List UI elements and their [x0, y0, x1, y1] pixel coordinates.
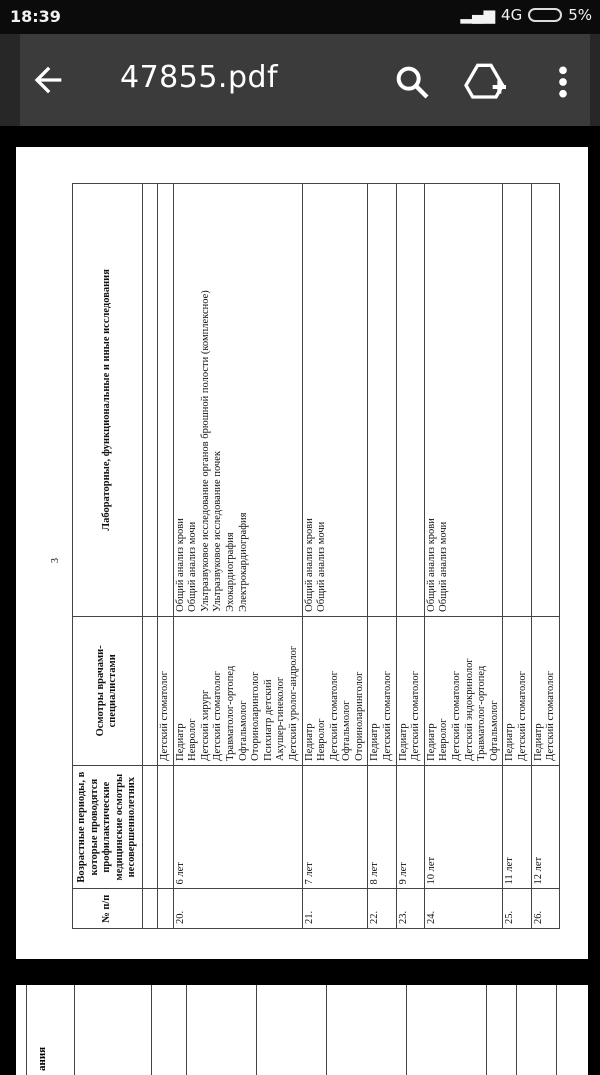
- table-row: [173, 184, 302, 929]
- next-page-rule: [256, 985, 257, 1075]
- lab-item: Общий анализ крови: [425, 518, 437, 612]
- exam-item: Детский стоматолог: [517, 671, 528, 761]
- document-title: 47855.pdf: [120, 60, 279, 95]
- row-labs: [424, 184, 503, 617]
- drive-add-icon[interactable]: [464, 62, 508, 102]
- row-labs: [368, 184, 396, 617]
- exam-item: Детский стоматолог: [545, 671, 557, 761]
- exam-item: Психиатр детский: [262, 679, 274, 761]
- lab-item: Общий анализ мочи: [187, 521, 199, 612]
- next-page-rule: [516, 985, 517, 1075]
- row-num: 24.: [424, 889, 503, 929]
- battery-label: 5%: [568, 6, 592, 24]
- exam-item: Педиатр: [369, 723, 381, 761]
- page-number: 3: [50, 558, 61, 563]
- network-label: 4G: [501, 6, 523, 24]
- row-period: 11 лет: [503, 765, 531, 889]
- next-page-rule: [74, 985, 75, 1075]
- row-period: 9 лет: [396, 765, 424, 889]
- row-exams: [173, 616, 302, 765]
- exam-item: Педиатр: [397, 723, 409, 761]
- exam-item: Детский стоматолог: [451, 671, 463, 761]
- row-labs: [531, 184, 559, 617]
- row-num: 26.: [531, 889, 559, 929]
- exam-item: Детский стоматолог: [158, 671, 170, 761]
- next-page-rule: [406, 985, 407, 1075]
- header-period: Возрастные периоды, в которые проводятся профилактические медицинские осмотры несовершеннолетних: [73, 765, 143, 889]
- row-exams: [503, 616, 531, 765]
- lab-item: Общий анализ крови: [303, 518, 315, 612]
- status-bar: [0, 0, 600, 34]
- next-page-rule: [186, 985, 187, 1075]
- lab-item: Ультразвуковое исследование органов брюшной полости (комплексное): [199, 290, 211, 612]
- more-vert-icon[interactable]: [548, 62, 578, 102]
- table-body: [157, 184, 559, 929]
- exam-item: Детский стоматолог: [382, 671, 394, 761]
- lab-item: Эхокардиография: [224, 532, 236, 612]
- exam-item: Детский хирург: [199, 689, 211, 761]
- row-period: 6 лет: [173, 765, 302, 889]
- row-num: 20.: [173, 889, 302, 929]
- exam-item: Педиатр: [504, 723, 516, 761]
- next-pdf-page: [16, 985, 588, 1075]
- exam-item: Педиатр: [532, 723, 544, 761]
- row-period: 7 лет: [302, 765, 368, 889]
- row-labs: [503, 184, 531, 617]
- exam-item: Невролог: [438, 718, 450, 761]
- row-exams: [302, 616, 368, 765]
- row-num: [157, 889, 173, 929]
- exam-item: Акушер-гинеколог: [275, 676, 287, 761]
- row-period: 8 лет: [368, 765, 396, 889]
- table-row: [396, 184, 424, 929]
- row-num: 23.: [396, 889, 424, 929]
- row-period: [157, 765, 173, 889]
- header-exams: Осмотры врачами-специалистами: [73, 616, 143, 765]
- row-num: 25.: [503, 889, 531, 929]
- exam-item: Травматолог-ортопед: [476, 665, 488, 761]
- exam-item: Детский стоматолог: [410, 671, 422, 761]
- next-page-rule: [151, 985, 152, 1075]
- next-page-rule: [326, 985, 327, 1075]
- table-row: [157, 184, 173, 929]
- exam-item: Детский стоматолог: [328, 671, 340, 761]
- row-num: 21.: [302, 889, 368, 929]
- row-labs: [302, 184, 368, 617]
- row-exams: [531, 616, 559, 765]
- exam-item: Оториноларинголог: [353, 671, 365, 761]
- row-labs: [396, 184, 424, 617]
- lab-item: Ультразвуковое исследование почек: [212, 451, 224, 612]
- battery-icon: [528, 8, 562, 22]
- lab-item: Общий анализ крови: [174, 518, 186, 612]
- app-bar: [0, 34, 600, 126]
- signal-icon: ▂▄▆: [460, 6, 496, 24]
- exam-item: Педиатр: [425, 723, 437, 761]
- lab-item: Электрокардиография: [237, 512, 249, 612]
- table-row: [302, 184, 368, 929]
- row-labs: [173, 184, 302, 617]
- exam-item: Офтальмолог: [488, 700, 500, 761]
- exam-item: Детский уролог-андролог: [287, 645, 299, 761]
- row-exams: [157, 616, 173, 765]
- row-exams: [368, 616, 396, 765]
- lab-item: Общий анализ мочи: [438, 521, 450, 612]
- arrow-left-icon[interactable]: [28, 60, 68, 100]
- header-num: № п/п: [73, 889, 143, 929]
- lab-item: Общий анализ мочи: [316, 521, 328, 612]
- row-exams: [396, 616, 424, 765]
- table-row: [424, 184, 503, 929]
- row-num: 22.: [368, 889, 396, 929]
- pdf-page: [16, 147, 588, 959]
- header-labs: Лабораторные, функциональные и иные исследования: [73, 184, 143, 617]
- search-icon[interactable]: [392, 62, 432, 102]
- exam-item: Детский стоматолог: [212, 671, 224, 761]
- exam-table: [72, 183, 560, 929]
- exam-item: Невролог: [187, 718, 199, 761]
- exam-item: Детский эндокринолог: [463, 658, 475, 761]
- row-period: 12 лет: [531, 765, 559, 889]
- table-row: [503, 184, 531, 929]
- row-exams: [424, 616, 503, 765]
- exam-item: Невролог: [316, 718, 328, 761]
- next-page-rule: [486, 985, 487, 1075]
- status-time: 18:39: [10, 7, 61, 26]
- exam-item: Педиатр: [303, 723, 315, 761]
- next-page-rule: [26, 985, 27, 1075]
- exam-item: Травматолог-ортопед: [224, 665, 236, 761]
- table-row: [368, 184, 396, 929]
- next-page-rule: [556, 985, 557, 1075]
- exam-item: Офтальмолог: [237, 700, 249, 761]
- exam-item: Офтальмолог: [341, 700, 353, 761]
- exam-item: Оториноларинголог: [250, 671, 262, 761]
- table-row: [531, 184, 559, 929]
- row-period: 10 лет: [424, 765, 503, 889]
- next-page-header: ания: [36, 1046, 48, 1071]
- row-labs: [157, 184, 173, 617]
- exam-item: Педиатр: [174, 723, 186, 761]
